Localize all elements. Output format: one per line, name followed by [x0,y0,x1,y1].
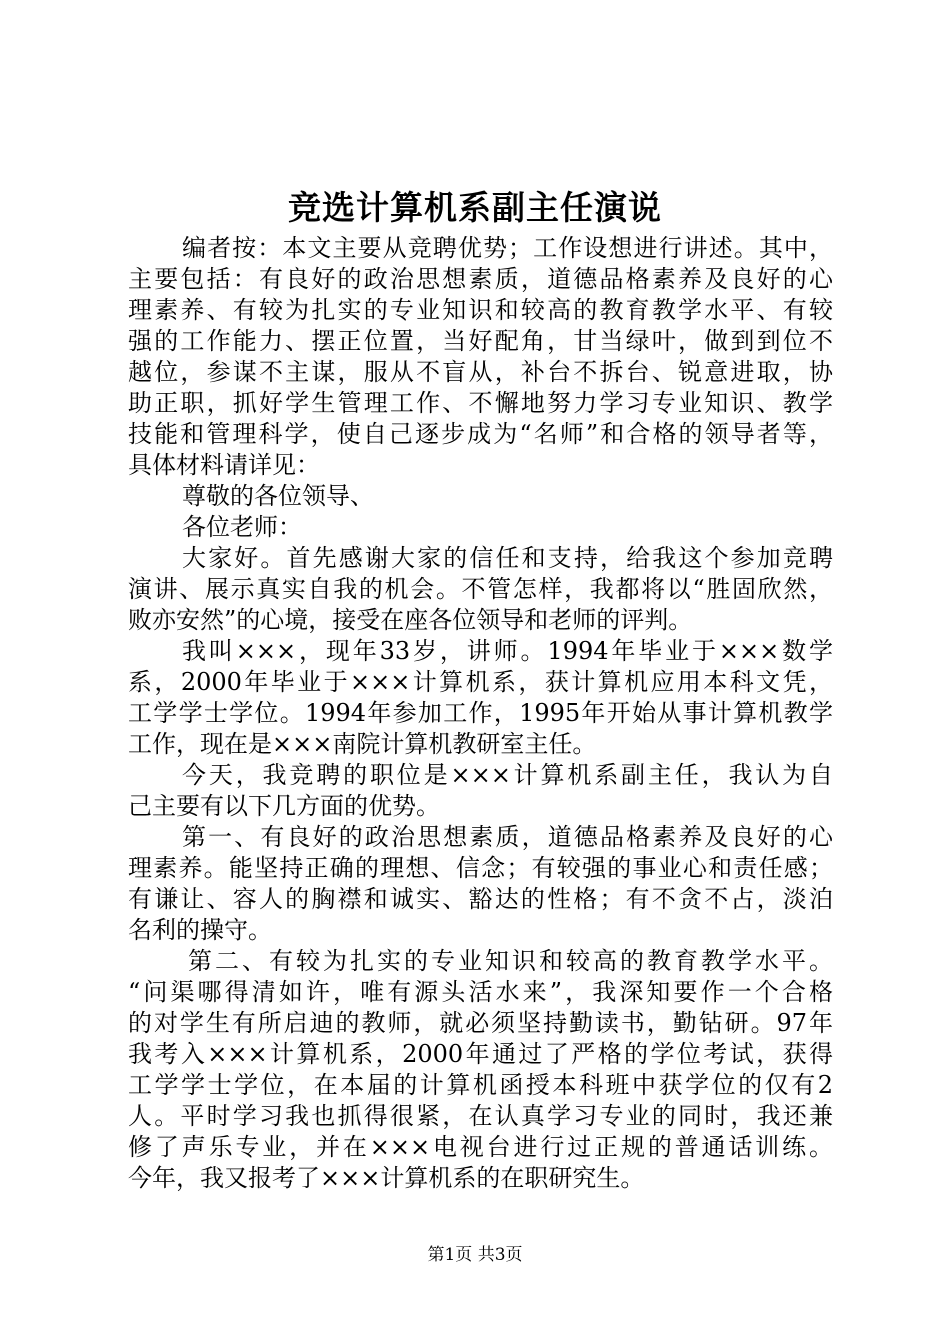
paragraph-line: 名利的操守。 [128,916,272,944]
paragraph-line: 具体材料请详见： [128,451,320,479]
paragraph-line: 第一、有良好的政治思想素质，道德品格素养及良好的心 [182,823,833,851]
paragraph-line: “问渠哪得清如许，唯有源头活水来”，我深知要作一个合格 [128,978,833,1006]
paragraph-line: 强的工作能力、摆正位置，当好配角，甘当绿叶，做到到位不 [128,327,833,355]
paragraph-line: 今天，我竞聘的职位是×××计算机系副主任，我认为自 [182,761,833,789]
paragraph-line: 越位，参谋不主谋，服从不盲从，补台不拆台、锐意进取，协 [128,358,833,386]
paragraph-line: 理素养、有较为扎实的专业知识和较高的教育教学水平、有较 [128,296,833,324]
paragraph-line: 败亦安然”的心境，接受在座各位领导和老师的评判。 [128,606,693,634]
salutation-line: 各位老师： [182,513,302,541]
paragraph-line: 第二、有较为扎实的专业知识和较高的教育教学水平。 [188,947,833,975]
paragraph-line: 技能和管理科学，使自己逐步成为“名师”和合格的领导者等， [128,420,833,448]
page-number-footer: 第1页 共3页 [427,1245,523,1265]
paragraph-line: 主要包括：有良好的政治思想素质，道德品格素养及良好的心 [128,265,833,293]
paragraph-line: 修了声乐专业，并在×××电视台进行过正规的普通话训练。 [128,1133,833,1161]
paragraph-line: 己主要有以下几方面的优势。 [128,792,440,820]
paragraph-line: 助正职，抓好学生管理工作、不懈地努力学习专业知识、教学 [128,389,833,417]
document-body [128,233,833,1194]
paragraph-line: 我考入×××计算机系，2000年通过了严格的学位考试，获得 [128,1040,833,1068]
document-title: 竞选计算机系副主任演说 [288,188,662,227]
salutation-line: 尊敬的各位领导、 [182,482,374,510]
paragraph-line: 工学学士学位，在本届的计算机函授本科班中获学位的仅有2 [128,1071,833,1099]
paragraph-line: 我叫×××，现年33岁，讲师。1994年毕业于×××数学 [182,637,833,665]
paragraph-line: 系，2000年毕业于×××计算机系，获计算机应用本科文凭， [128,668,833,696]
paragraph-line: 人。平时学习我也抓得很紧，在认真学习专业的同时，我还兼 [128,1102,833,1130]
paragraph-line: 今年，我又报考了×××计算机系的在职研究生。 [128,1164,645,1192]
paragraph-line: 大家好。首先感谢大家的信任和支持，给我这个参加竞聘 [182,544,833,572]
paragraph-line: 理素养。能坚持正确的理想、信念；有较强的事业心和责任感； [128,854,833,882]
paragraph-line: 编者按：本文主要从竞聘优势；工作设想进行讲述。其中， [182,234,833,262]
paragraph-line: 工作，现在是×××南院计算机教研室主任。 [128,730,597,758]
paragraph-line: 有谦让、容人的胸襟和诚实、豁达的性格；有不贪不占，淡泊 [128,885,833,913]
paragraph-line: 的对学生有所启迪的教师，就必须坚持勤读书，勤钻研。97年 [128,1009,833,1037]
paragraph-line: 工学学士学位。1994年参加工作，1995年开始从事计算机教学 [128,699,833,727]
paragraph-line: 演讲、展示真实自我的机会。不管怎样，我都将以“胜固欣然， [128,575,833,603]
